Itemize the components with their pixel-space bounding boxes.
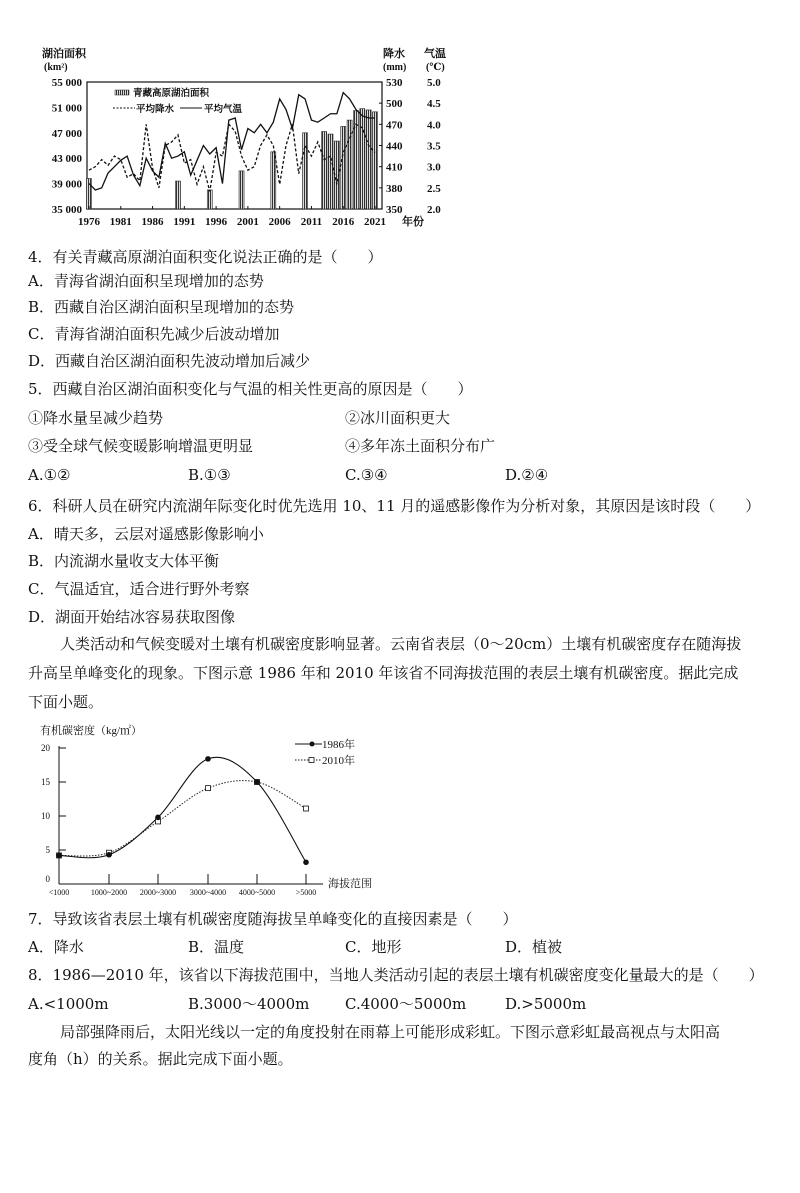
x-axis-label: 海拔范围: [328, 878, 372, 890]
y-precip-tick-label: 380: [386, 182, 403, 195]
x-tick-label: 2000~3000: [139, 888, 177, 897]
lake-area-bar: [87, 179, 92, 209]
lake-area-bar: [341, 126, 346, 209]
series-1986-marker: [303, 859, 309, 865]
x-tick-label: 2006: [268, 216, 291, 228]
q5-item-1: ①降水量呈减少趋势: [28, 409, 164, 427]
q4-option-c: C．青海省湖泊面积先减少后波动增加: [28, 325, 280, 343]
q4-option-d: D．西藏自治区湖泊面积先波动增加后减少: [28, 352, 311, 370]
q5-option-c: C.③④: [345, 466, 388, 484]
legend-temperature: 平均气温: [204, 105, 243, 115]
q7-option-b: B．温度: [188, 938, 245, 956]
legend-2010: 2010年: [322, 755, 355, 767]
x-tick-label: 4000~5000: [238, 888, 276, 897]
q5-stem: 5．西藏自治区湖泊面积变化与气温的相关性更高的原因是（ ）: [28, 380, 473, 398]
x-tick-label: 3000~4000: [189, 888, 227, 897]
y-left-tick-label: 55 000: [51, 77, 82, 89]
q7-option-c: C．地形: [345, 938, 402, 956]
passage-1-line-1: 人类活动和气候变暖对土壤有机碳密度影响显著。云南省表层（0～20cm）土壤有机碳密度存在随海拔: [60, 635, 742, 653]
q7-option-a: A．降水: [28, 938, 84, 956]
y-temp-tick-label: 5.0: [427, 77, 441, 89]
q6-option-a: A．晴天多，云层对遥感影像影响小: [28, 525, 264, 543]
x-tick-label: >5000: [295, 888, 317, 897]
q6-stem: 6．科研人员在研究内流湖年际变化时优先选用 10、11 月的遥感影像作为分析对象，其原因是该时段（ ）: [28, 497, 761, 515]
y-left-tick-label: 35 000: [51, 204, 82, 216]
q5-item-3: ③受全球气候变暖影响增温更明显: [28, 437, 254, 455]
y-precip-tick-label: 500: [386, 98, 403, 111]
lake-area-bar: [303, 133, 308, 209]
legend-bar-swatch: [115, 90, 129, 95]
q8-stem: 8．1986—2010 年，该省以下海拔范围中，当地人类活动引起的表层土壤有机碳密度变化量最大的是（ ）: [28, 966, 764, 984]
series-1986-marker: [205, 756, 211, 762]
q6-option-b: B．内流湖水量收支大体平衡: [28, 552, 220, 570]
y-precip-tick-label: 350: [386, 204, 403, 216]
y-temp-tick-label: 3.0: [427, 161, 441, 174]
y-tick-label: 5: [45, 845, 50, 855]
y-tick-label: 15: [41, 777, 50, 787]
q8-option-c: C.4000～5000m: [345, 995, 467, 1013]
x-tick-label: 2001: [236, 216, 259, 228]
q4-option-a: A．青海省湖泊面积呈现增加的态势: [28, 272, 264, 290]
x-tick-label: 1986: [141, 216, 164, 228]
legend-1986-marker: [310, 742, 315, 747]
y-temp-unit: (℃): [426, 62, 445, 73]
q6-option-c: C．气温适宜，适合进行野外考察: [28, 580, 250, 598]
lake-area-bar: [328, 134, 333, 209]
x-tick-label: 2021: [364, 216, 386, 228]
x-tick-label: 2011: [300, 216, 323, 228]
passage-2-line-1: 局部强降雨后，太阳光线以一定的角度投射在雨幕上可能形成彩虹。下图示意彩虹最高视点与太阳高: [60, 1023, 721, 1041]
x-tick-label: 1000~2000: [90, 888, 128, 897]
legend-1986: 1986年: [322, 739, 355, 751]
y-precip-tick-label: 530: [386, 77, 403, 89]
x-tick-label: 1976: [78, 216, 100, 228]
y-precip-label: 降水: [383, 48, 405, 60]
y-temp-tick-label: 2.0: [427, 204, 441, 216]
lake-area-bar: [366, 110, 371, 209]
q7-stem: 7．导致该省表层土壤有机碳密度随海拔呈单峰变化的直接因素是（ ）: [28, 910, 518, 928]
passage-1-line-3: 下面小题。: [28, 693, 104, 711]
lake-area-bar: [175, 181, 180, 209]
q5-item-4: ④多年冻土面积分布广: [345, 437, 496, 455]
y-tick-label: 0: [45, 874, 50, 884]
q4-stem: 4．有关青藏高原湖泊面积变化说法正确的是（ ）: [28, 248, 383, 266]
y-temp-tick-label: 4.0: [427, 119, 441, 132]
y-temp-tick-label: 2.5: [427, 182, 441, 195]
y-tick-label: 20: [41, 743, 50, 753]
passage-1-line-2: 升高呈单峰变化的现象。下图示意 1986 年和 2010 年该省不同海拔范围的表层土壤有机碳密度。据此完成: [28, 664, 739, 682]
y-tick-label: 10: [41, 811, 50, 821]
y-precip-tick-label: 470: [386, 119, 403, 132]
series-1986-marker: [254, 779, 260, 785]
q4-option-b: B．西藏自治区湖泊面积呈现增加的态势: [28, 298, 295, 316]
y-left-tick-label: 39 000: [51, 178, 82, 191]
y-left-label: 湖泊面积: [42, 48, 86, 60]
lake-area-bar: [207, 190, 212, 209]
series-1986-marker: [56, 853, 62, 859]
q5-option-d: D.②④: [505, 466, 549, 484]
x-tick-label: 1991: [173, 216, 196, 228]
series-2010-marker: [206, 786, 211, 791]
legend-precipitation: 平均降水: [136, 105, 175, 115]
y-left-tick-label: 51 000: [51, 102, 82, 115]
y-precip-unit: (mm): [383, 62, 407, 73]
q6-option-d: D．湖面开始结冰容易获取图像: [28, 608, 236, 626]
y-temp-label: 气温: [424, 48, 446, 60]
series-2010-line: [59, 781, 306, 856]
lake-area-bar: [239, 171, 244, 209]
lake-area-bar: [373, 112, 378, 209]
q8-option-a: A.<1000m: [28, 995, 109, 1013]
series-1986-line: [59, 757, 306, 862]
legend-lake-area: 青藏高原湖泊面积: [133, 89, 210, 99]
soil-carbon-chart: [40, 720, 400, 900]
series-2010-marker: [304, 806, 309, 811]
x-tick-label: <1000: [48, 888, 70, 897]
q5-item-2: ②冰川面积更大: [345, 409, 451, 427]
x-tick-label: 1996: [205, 216, 228, 228]
y-temp-tick-label: 3.5: [427, 140, 441, 153]
lake-area-bar: [322, 132, 327, 209]
y-precip-tick-label: 440: [386, 140, 403, 153]
lake-area-chart: [40, 40, 460, 232]
lake-area-bar: [360, 109, 365, 209]
lake-area-bar: [271, 152, 276, 209]
legend-2010-marker: [309, 758, 314, 763]
q5-option-a: A.①②: [28, 466, 71, 484]
y-left-unit: (km²): [44, 62, 68, 73]
x-axis-label: 年份: [402, 216, 424, 228]
q7-option-d: D．植被: [505, 938, 563, 956]
y-left-tick-label: 43 000: [51, 153, 82, 166]
q8-option-b: B.3000～4000m: [188, 995, 310, 1013]
y-precip-tick-label: 410: [386, 161, 403, 174]
y-temp-tick-label: 4.5: [427, 98, 441, 111]
x-tick-label: 2016: [332, 216, 355, 228]
chart-title: 有机碳密度（kg/㎡）: [40, 725, 143, 737]
x-tick-label: 1981: [109, 216, 132, 228]
series-1986-marker: [106, 852, 112, 858]
q5-option-b: B.①③: [188, 466, 231, 484]
y-left-tick-label: 47 000: [51, 127, 82, 140]
q8-option-d: D.>5000m: [505, 995, 587, 1013]
series-1986-marker: [155, 815, 161, 821]
passage-2-line-2: 度角（h）的关系。据此完成下面小题。: [28, 1050, 293, 1068]
